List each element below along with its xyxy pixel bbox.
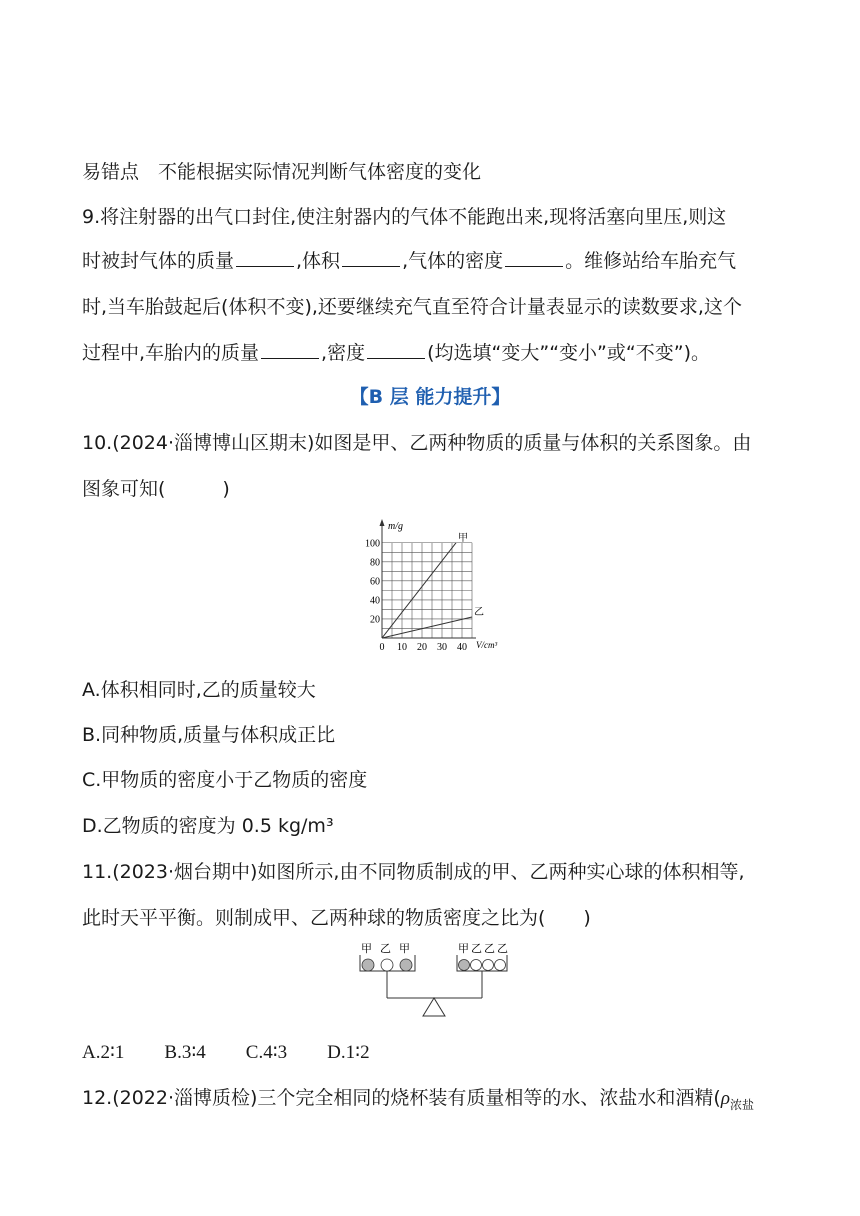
right-label-1: 甲 — [458, 943, 469, 955]
q11-option-c[interactable]: C.4∶3 — [245, 1042, 288, 1063]
q9-line3: 时,当车胎鼓起后(体积不变),还要继续充气直至符合计量表显示的读数要求,这个 — [82, 296, 742, 318]
ball-jia — [459, 960, 470, 971]
right-label-2: 乙 — [471, 943, 482, 955]
chart-grid — [382, 543, 472, 638]
y-tick-label: 40 — [370, 595, 380, 607]
q11-option-d[interactable]: D.1∶2 — [327, 1042, 370, 1063]
answer-blank[interactable] — [236, 248, 294, 267]
right-label-4: 乙 — [497, 943, 508, 955]
level-b-heading: 【B 层 能力提升】 — [349, 386, 511, 408]
q11-option-b[interactable]: B.3∶4 — [164, 1042, 206, 1063]
q11-line1: 11.(2023·烟台期中)如图所示,由不同物质制成的甲、乙两种实心球的体积相等, — [82, 861, 745, 883]
answer-blank[interactable] — [367, 340, 425, 359]
ball-yi — [471, 960, 482, 971]
q10-line2: 图象可知( ) — [82, 478, 230, 500]
y-tick-label: 100 — [365, 538, 380, 550]
q9-text: 过程中,车胎内的质量 — [82, 342, 260, 364]
x-axis-label: V/cm³ — [476, 640, 498, 650]
q9-line1: 9.将注射器的出气口封住,使注射器内的气体不能跑出来,现将活塞向里压,则这 — [82, 206, 727, 228]
q9-line4 — [82, 339, 710, 367]
ball-yi — [495, 960, 506, 971]
q10-option-b[interactable]: B.同种物质,质量与体积成正比 — [82, 724, 336, 746]
balance-figure — [355, 938, 515, 1023]
left-label-2: 乙 — [380, 943, 391, 955]
answer-blank[interactable] — [505, 248, 563, 267]
x-tick-label: 30 — [437, 642, 447, 653]
chart-series — [382, 532, 484, 638]
series-label: 乙 — [474, 607, 484, 619]
series-label: 甲 — [458, 532, 468, 544]
q9-text: 时被封气体的质量 — [82, 250, 235, 272]
q9-text: 。维修站给车胎充气 — [565, 250, 737, 272]
x-tick-label: 0 — [379, 642, 385, 653]
q9-text: ,气体的密度 — [402, 250, 504, 272]
answer-blank[interactable] — [342, 248, 400, 267]
x-tick-label: 10 — [397, 642, 407, 653]
q11-option-a[interactable]: A.2∶1 — [82, 1042, 125, 1063]
y-tick-label: 80 — [370, 557, 380, 569]
q9-text: (均选填“变大”“变小”或“不变”)。 — [427, 342, 710, 364]
left-label-3: 甲 — [399, 943, 410, 955]
q9-text: ,密度 — [321, 342, 366, 364]
rho-symbol: ρ — [720, 1088, 730, 1109]
x-tick-label: 20 — [417, 642, 427, 653]
q12-line1 — [82, 1084, 754, 1119]
rho-subscript: 浓盐 — [729, 1097, 754, 1112]
y-tick-label: 20 — [370, 614, 380, 626]
y-axis-label: m/g — [388, 521, 403, 532]
fulcrum — [423, 998, 445, 1016]
left-label-1: 甲 — [361, 943, 372, 955]
x-tick-label: 40 — [457, 642, 467, 653]
right-label-3: 乙 — [484, 943, 495, 955]
ball-yi — [483, 960, 494, 971]
ball-yi — [381, 959, 393, 971]
error-point-heading: 易错点 不能根据实际情况判断气体密度的变化 — [82, 161, 482, 183]
q9-line2 — [82, 247, 736, 275]
ball-jia — [362, 959, 374, 971]
answer-blank[interactable] — [261, 340, 319, 359]
q12-text: 12.(2022·淄博质检)三个完全相同的烧杯装有质量相等的水、浓盐水和酒精( — [82, 1087, 721, 1109]
q10-option-c[interactable]: C.甲物质的密度小于乙物质的密度 — [82, 769, 368, 791]
mass-volume-chart — [350, 515, 510, 655]
q10-option-d[interactable]: D.乙物质的密度为 0.5 kg/m³ — [82, 815, 334, 837]
ball-jia — [400, 959, 412, 971]
y-tick-label: 60 — [370, 576, 380, 588]
q10-option-a[interactable]: A.体积相同时,乙的质量较大 — [82, 679, 316, 701]
q11-options — [82, 1038, 370, 1067]
q9-text: ,体积 — [296, 250, 341, 272]
q11-line2: 此时天平平衡。则制成甲、乙两种球的物质密度之比为( ) — [82, 907, 591, 929]
y-axis-arrow — [380, 519, 385, 526]
q10-line1: 10.(2024·淄博博山区期末)如图是甲、乙两种物质的质量与体积的关系图象。由 — [82, 432, 752, 454]
